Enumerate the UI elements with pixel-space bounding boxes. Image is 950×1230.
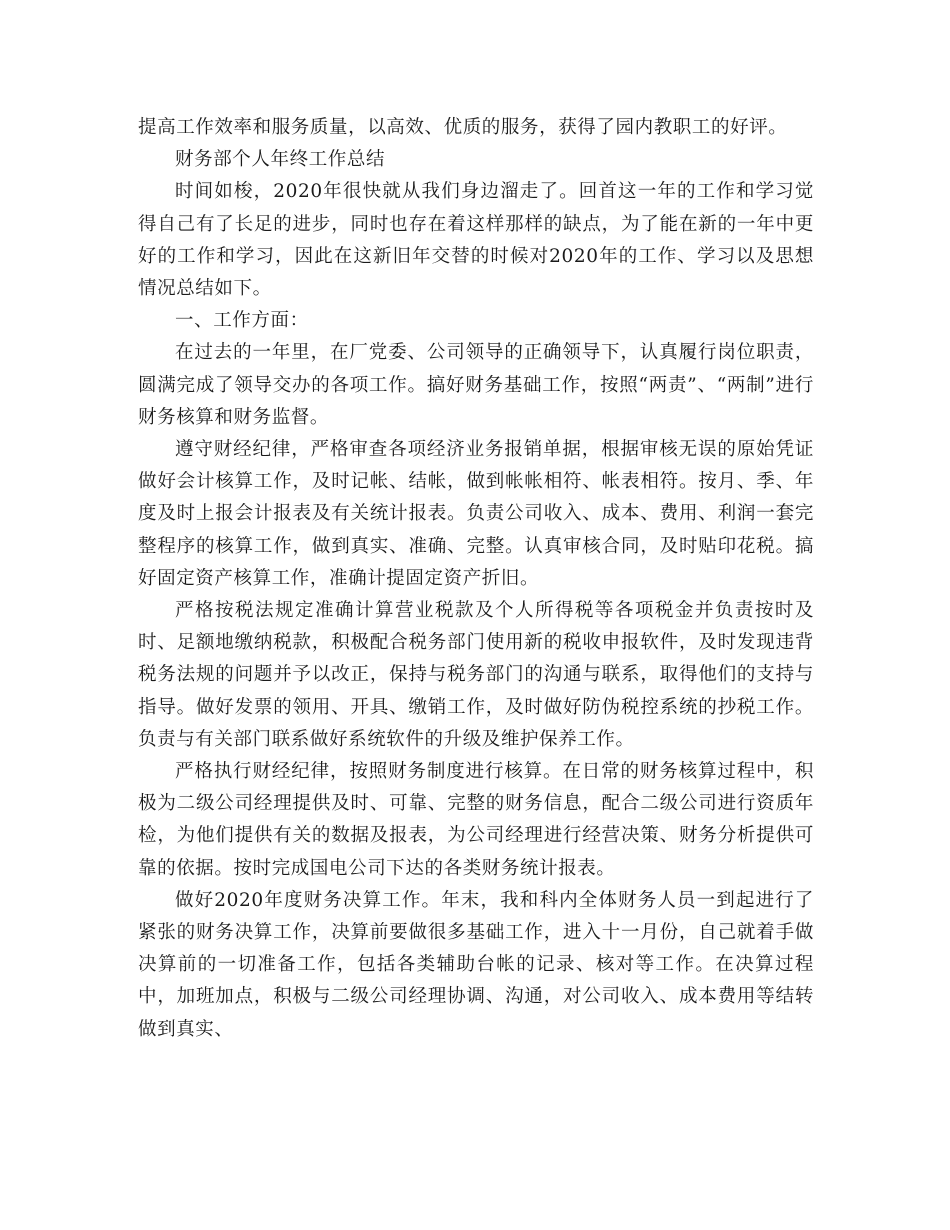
paragraph: 严格执行财经纪律，按照财务制度进行核算。在日常的财务核算过程中，积极为二级公司经理提供及时、可靠、完整的财务信息，配合二级公司进行资质年检，为他们提供有关的数据及报表，为公司经理进行经营决策、财务分析提供可靠的依据。按时完成国电公司下达的各类财务统计报表。	[138, 761, 814, 879]
paragraph: 做好2020年度财务决算工作。年末，我和科内全体财务人员一到起进行了紧张的财务决算工作，决算前要做很多基础工作，进入十一月份，自己就着手做决算前的一切准备工作，包括各类辅助台帐的记录、核对等工作。在决算过程中，加班加点，积极与二级公司经理协调、沟通，对公司收入、成本费用等结转做到真实、	[138, 889, 814, 1040]
paragraph: 遵守财经纪律，严格审查各项经济业务报销单据，根据审核无误的原始凭证做好会计核算工作，及时记帐、结帐，做到帐帐相符、帐表相符。按月、季、年度及时上报会计报表及有关统计报表。负责公司收入、成本、费用、利润一套完整程序的核算工作，做到真实、准确、完整。认真审核合同，及时贴印花税。搞好固定资产核算工作，准确计提固定资产折旧。	[138, 439, 814, 589]
paragraph-continuation: 提高工作效率和服务质量，以高效、优质的服务，获得了园内教职工的好评。	[138, 117, 788, 138]
section-title: 财务部个人年终工作总结	[175, 149, 386, 171]
document-body	[138, 112, 814, 1046]
paragraph: 在过去的一年里，在厂党委、公司领导的正确领导下，认真履行岗位职责，圆满完成了领导交办的各项工作。搞好财务基础工作，按照“两责”、“两制”进行财务核算和财务监督。	[138, 342, 814, 428]
paragraph: 时间如梭，2020年很快就从我们身边溜走了。回首这一年的工作和学习觉得自己有了长足的进步，同时也存在着这样那样的缺点，为了能在新的一年中更好的工作和学习，因此在这新旧年交替的时候对2020年的工作、学习以及思想情况总结如下。	[138, 181, 814, 300]
section-heading: 一、工作方面：	[175, 310, 309, 332]
paragraph: 严格按税法规定准确计算营业税款及个人所得税等各项税金并负责按时及时、足额地缴纳税款，积极配合税务部门使用新的税收申报软件，及时发现违背税务法规的问题并予以改正，保持与税务部门的沟通与联系，取得他们的支持与指导。做好发票的领用、开具、缴销工作，及时做好防伪税控系统的抄税工作。负责与有关部门联系做好系统软件的升级及维护保养工作。	[138, 600, 814, 750]
